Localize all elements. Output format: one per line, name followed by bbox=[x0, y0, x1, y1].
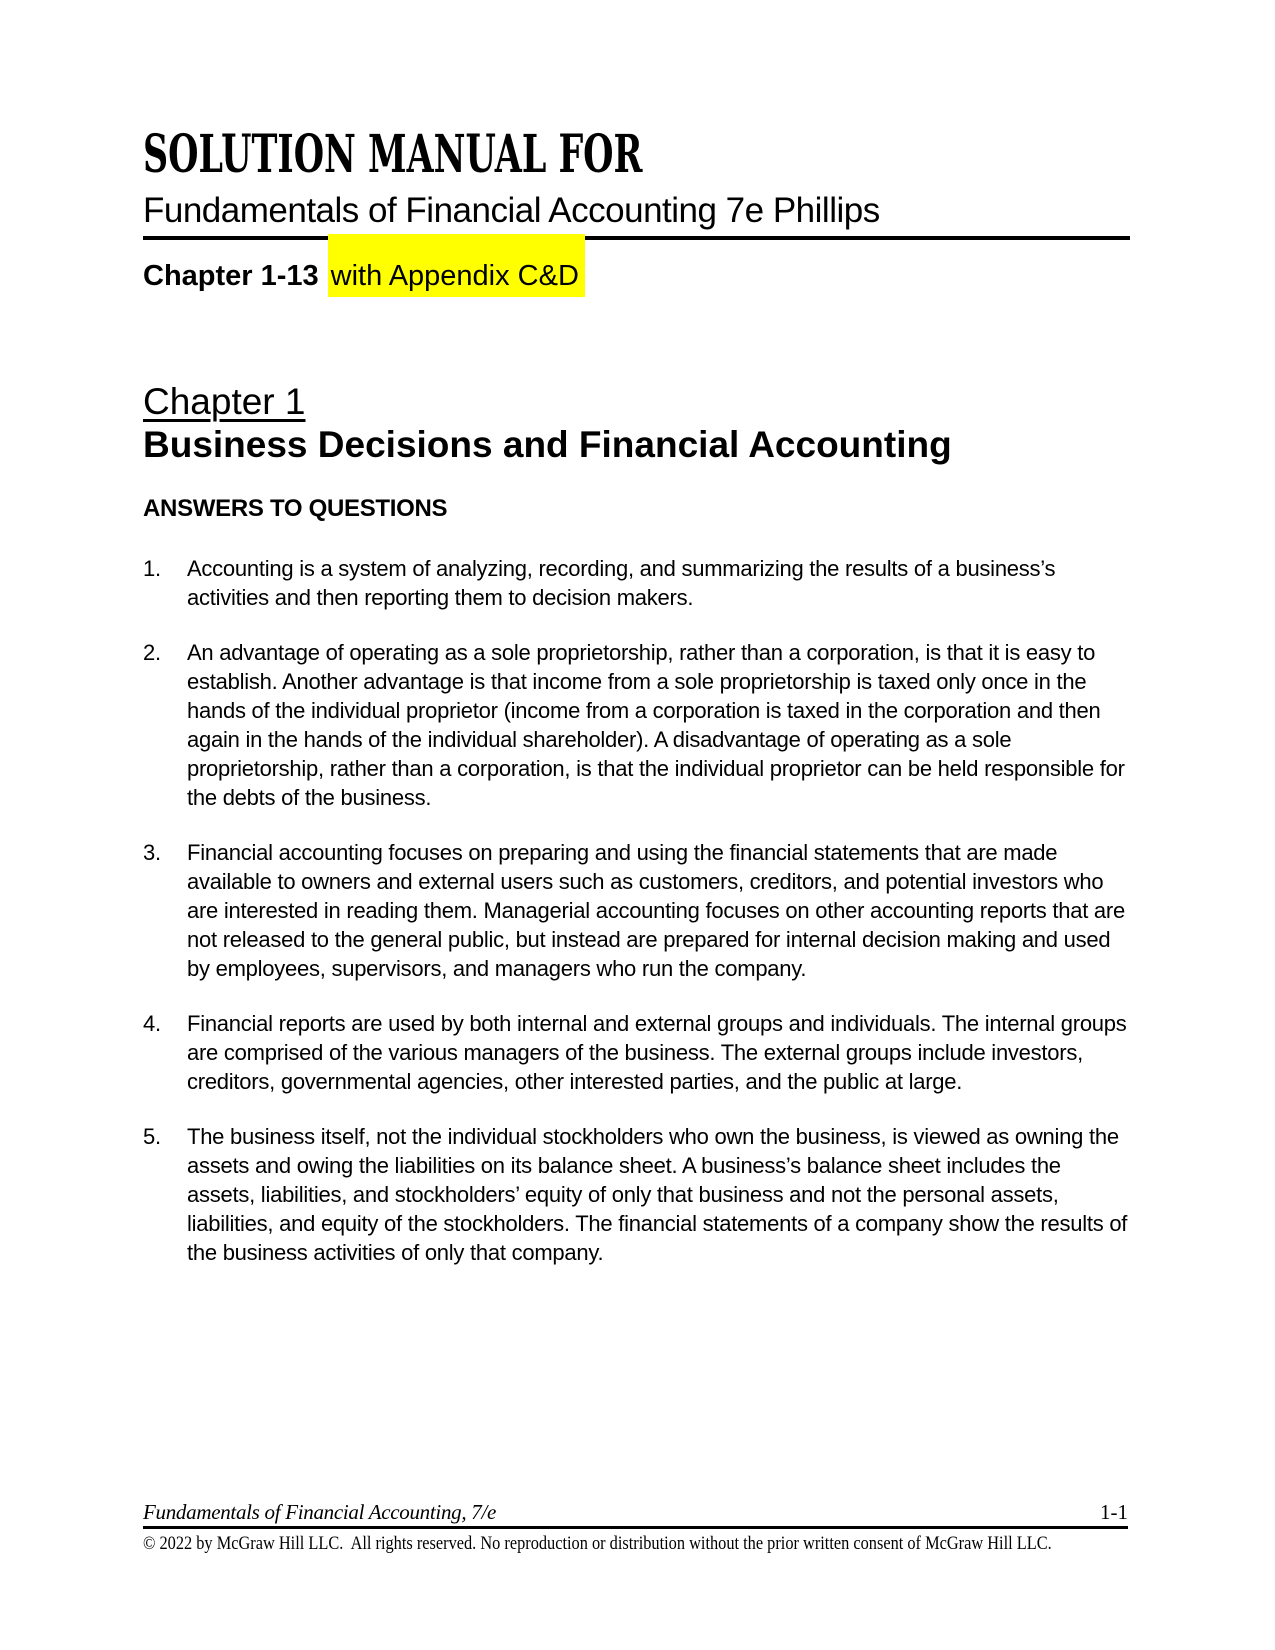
answer-number: 5. bbox=[143, 1124, 161, 1149]
answer-number: 2. bbox=[143, 640, 161, 665]
page-footer bbox=[143, 1499, 1128, 1556]
answer-text: Financial reports are used by both internal and external groups and individuals. The internal groups are comprised of the various managers of the business. The external groups include investors, creditors, governmental agencies, other interested parties, and the public at large. bbox=[187, 1011, 1127, 1094]
answer-item bbox=[143, 1122, 1133, 1267]
footer-page-number: 1-1 bbox=[1100, 1500, 1128, 1524]
answer-text: Financial accounting focuses on preparing and using the financial statements that are made available to owners and external users such as customers, creditors, and potential investors who are interested in reading them. Managerial accounting focuses on other accounting reports that are not released to the general public, but instead are prepared for internal decision making and used by employees, supervisors, and managers who run the company. bbox=[187, 840, 1125, 981]
answer-text: Accounting is a system of analyzing, recording, and summarizing the results of a business’s activities and then reporting them to decision makers. bbox=[187, 556, 1056, 610]
footer-copyright: © 2022 by McGraw Hill LLC. All rights reserved. No reproduction or distribution without the prior written consent of McGraw Hill LLC. bbox=[143, 1533, 1052, 1554]
book-title-rule bbox=[143, 190, 1130, 240]
answer-item bbox=[143, 838, 1133, 983]
footer-rule-row bbox=[143, 1499, 1128, 1529]
answer-number: 1. bbox=[143, 556, 161, 581]
chapter-heading-block bbox=[143, 295, 1133, 467]
answer-text: An advantage of operating as a sole proprietorship, rather than a corporation, is that it is easy to establish. Another advantage is that income from a sole proprietorship is taxed only once in the hands of the individual proprietor (income from a corporation is taxed in the corporation and then again in the hands of the individual shareholder). A disadvantage of operating as a sole proprietorship, rather than a corporation, is that the individual proprietor can be held responsible for the debts of the business. bbox=[187, 640, 1125, 810]
chapter-range-label: Chapter 1-13 bbox=[143, 260, 319, 292]
answers-list bbox=[143, 554, 1133, 1267]
answer-item bbox=[143, 638, 1133, 812]
answer-number: 3. bbox=[143, 840, 161, 865]
page-content bbox=[143, 0, 1133, 1293]
manual-title: SOLUTION MANUAL FOR bbox=[143, 124, 643, 185]
chapter-range-highlight: with Appendix C&D bbox=[328, 234, 585, 297]
chapter-number-heading: Chapter 1 bbox=[143, 381, 306, 422]
answer-text: The business itself, not the individual stockholders who own the business, is viewed as owning the assets and owing the liabilities on its balance sheet. A business’s balance sheet includes the assets, liabilities, and stockholders’ equity of only that business and not the personal assets, liabilities, and equity of the stockholders. The financial statements of a company show the results of the business activities of only that company. bbox=[187, 1124, 1128, 1265]
answer-item bbox=[143, 1009, 1133, 1096]
chapter-range-heading bbox=[143, 257, 1133, 295]
chapter-title-heading: Business Decisions and Financial Accounting bbox=[143, 424, 952, 465]
answer-number: 4. bbox=[143, 1011, 161, 1036]
answers-section-heading: ANSWERS TO QUESTIONS bbox=[143, 495, 448, 522]
answer-item bbox=[143, 554, 1133, 612]
footer-book-reference: Fundamentals of Financial Accounting, 7/e bbox=[143, 1500, 497, 1524]
book-title: Fundamentals of Financial Accounting 7e Phillips bbox=[143, 191, 880, 230]
